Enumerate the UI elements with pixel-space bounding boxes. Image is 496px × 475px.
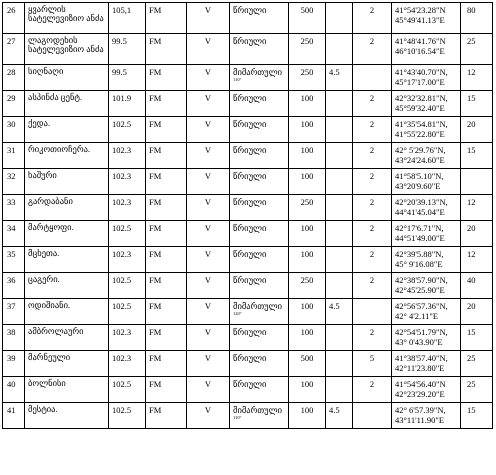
band: FM [146, 169, 187, 195]
band: FM [146, 299, 187, 325]
band: FM [146, 195, 187, 221]
station-name: ცაგერი. [25, 273, 109, 299]
antenna-type [230, 3, 289, 34]
band: FM [146, 3, 187, 34]
gain [326, 34, 353, 65]
frequency: 105,1 [109, 3, 146, 34]
frequency: 102.3 [109, 325, 146, 351]
antenna-height [353, 299, 392, 325]
latitude: 41°38'57.40"N, [395, 353, 448, 363]
frequency: 102.5 [109, 221, 146, 247]
band: FM [146, 247, 187, 273]
antenna-label: წრიული [233, 275, 267, 285]
longitude: 44°51'49.00"E [395, 233, 445, 243]
table-row [3, 169, 493, 195]
antenna-label: მიმართული [233, 67, 283, 77]
antenna-type [230, 34, 289, 65]
table-row [3, 91, 493, 117]
antenna-type [230, 221, 289, 247]
polarization: V [187, 351, 230, 377]
antenna-height: 2 [353, 34, 392, 65]
frequency: 102.5 [109, 377, 146, 403]
antenna-height: 2 [353, 3, 392, 34]
row-number: 31 [3, 143, 25, 169]
gain: 4.5 [326, 403, 353, 429]
antenna-label: მიმართული [233, 405, 283, 415]
band: FM [146, 325, 187, 351]
table-row [3, 221, 493, 247]
station-name: რიკოთიოჩერა. [25, 143, 109, 169]
last-value: 20 [461, 117, 493, 143]
band: FM [146, 273, 187, 299]
band: FM [146, 91, 187, 117]
antenna-height [353, 65, 392, 91]
power: 250 [289, 65, 326, 91]
longitude: 42° 4'2.11"E [395, 311, 439, 321]
antenna-label: წრიული [233, 249, 267, 259]
coordinates [392, 247, 461, 273]
longitude: 44°41'45.04"E [395, 207, 445, 217]
frequency: 102.5 [109, 299, 146, 325]
antenna-label: წრიული [233, 119, 267, 129]
last-value: 20 [461, 299, 493, 325]
antenna-height: 2 [353, 143, 392, 169]
gain [326, 221, 353, 247]
longitude: 45°59'32.40"E [395, 103, 445, 113]
row-number: 30 [3, 117, 25, 143]
coordinates [392, 169, 461, 195]
antenna-type [230, 403, 289, 429]
coordinates [392, 325, 461, 351]
power: 100 [289, 91, 326, 117]
polarization: V [187, 221, 230, 247]
polarization: V [187, 91, 230, 117]
last-value: 12 [461, 195, 493, 221]
power: 100 [289, 247, 326, 273]
antenna-height: 2 [353, 221, 392, 247]
power: 100 [289, 299, 326, 325]
longitude: 46°10'16.54"E [395, 46, 445, 56]
power: 100 [289, 325, 326, 351]
table-row [3, 34, 493, 65]
antenna-height: 2 [353, 169, 392, 195]
polarization: V [187, 3, 230, 34]
table-row [3, 143, 493, 169]
table-row [3, 195, 493, 221]
station-name: ხაშური [25, 169, 109, 195]
antenna-type [230, 117, 289, 143]
polarization: V [187, 273, 230, 299]
antenna-height: 2 [353, 195, 392, 221]
antenna-label: წრიული [233, 223, 267, 233]
row-number: 41 [3, 403, 25, 429]
table-row [3, 351, 493, 377]
table-row [3, 247, 493, 273]
longitude: 45° 9'16.08"E [395, 259, 443, 269]
frequency: 101.9 [109, 91, 146, 117]
station-name: მესტია. [25, 403, 109, 429]
antenna-label: წრიული [233, 93, 267, 103]
power: 500 [289, 351, 326, 377]
latitude: 41°54'56.40"N [395, 379, 446, 389]
frequency: 102.3 [109, 143, 146, 169]
gain [326, 273, 353, 299]
gain [326, 3, 353, 34]
antenna-label: წრიული [233, 171, 267, 181]
antenna-type [230, 351, 289, 377]
station-name: ქედა. [25, 117, 109, 143]
polarization: V [187, 195, 230, 221]
longitude: 45°17'17.00"E [395, 77, 445, 87]
coordinates [392, 299, 461, 325]
row-number: 29 [3, 91, 25, 117]
frequency: 99.5 [109, 34, 146, 65]
coordinates [392, 65, 461, 91]
antenna-type [230, 169, 289, 195]
last-value: 40 [461, 273, 493, 299]
station-name: მარტყოფი. [25, 221, 109, 247]
last-value: 25 [461, 34, 493, 65]
table-row [3, 65, 493, 91]
latitude: 42°54'51.79"N, [395, 327, 448, 337]
power: 100 [289, 143, 326, 169]
last-value [461, 169, 493, 195]
antenna-height: 2 [353, 91, 392, 117]
last-value: 15 [461, 325, 493, 351]
station-name: სიღნაღი [25, 65, 109, 91]
row-number: 35 [3, 247, 25, 273]
band: FM [146, 351, 187, 377]
polarization: V [187, 65, 230, 91]
coordinates [392, 117, 461, 143]
latitude: 42°39'5.88"N, [395, 249, 444, 259]
frequency: 102.5 [109, 117, 146, 143]
antenna-label: წრიული [233, 353, 267, 363]
table-row [3, 377, 493, 403]
latitude: 42°38'57.90"N, [395, 275, 448, 285]
table-row [3, 3, 493, 34]
power: 250 [289, 34, 326, 65]
gain [326, 143, 353, 169]
table-row [3, 325, 493, 351]
antenna-azimuth: 110° [233, 415, 242, 420]
last-value: 12 [461, 65, 493, 91]
latitude: 41°58'5.10"N, [395, 171, 444, 181]
station-name: ამბროლაური [25, 325, 109, 351]
row-number: 36 [3, 273, 25, 299]
antenna-type [230, 377, 289, 403]
coordinates [392, 3, 461, 34]
antenna-height: 5 [353, 351, 392, 377]
latitude: 42° 6'57.39"N, [395, 405, 446, 415]
band: FM [146, 117, 187, 143]
frequency: 102.3 [109, 195, 146, 221]
row-number: 34 [3, 221, 25, 247]
station-table [2, 2, 493, 429]
station-name: ლაგოდეხის სატელევიზიო ანძა [25, 34, 109, 65]
table-body [3, 3, 493, 429]
longitude: 42°11'23.80"E [395, 363, 445, 373]
band: FM [146, 143, 187, 169]
longitude: 41°55'22.80"E [395, 129, 445, 139]
antenna-label: წრიული [233, 197, 267, 207]
antenna-type [230, 65, 289, 91]
frequency: 99.5 [109, 65, 146, 91]
antenna-height: 2 [353, 273, 392, 299]
longitude: 43°24'24.60"E [395, 155, 445, 165]
band: FM [146, 34, 187, 65]
latitude: 42°20'39.13"N, [395, 197, 448, 207]
polarization: V [187, 325, 230, 351]
antenna-type [230, 325, 289, 351]
gain [326, 377, 353, 403]
station-name: ბოლნისი [25, 377, 109, 403]
gain [326, 325, 353, 351]
polarization: V [187, 34, 230, 65]
gain [326, 351, 353, 377]
last-value: 25 [461, 351, 493, 377]
antenna-label: წრიული [233, 145, 267, 155]
coordinates [392, 143, 461, 169]
station-name: გარდაბანი [25, 195, 109, 221]
row-number: 40 [3, 377, 25, 403]
last-value: 25 [461, 377, 493, 403]
station-name: ასპინძა ცენტ. [25, 91, 109, 117]
longitude: 42°45'25.90"E [395, 285, 445, 295]
table-row [3, 403, 493, 429]
frequency: 102.5 [109, 273, 146, 299]
power: 250 [289, 273, 326, 299]
power: 100 [289, 403, 326, 429]
coordinates [392, 403, 461, 429]
antenna-label: წრიული [233, 379, 267, 389]
power: 500 [289, 3, 326, 34]
latitude: 42°32'32.81"N, [395, 93, 448, 103]
row-number: 28 [3, 65, 25, 91]
coordinates [392, 221, 461, 247]
station-name: ყვარლის სატელევიზიო ანძა [25, 3, 109, 34]
station-name: ოდიშიანი. [25, 299, 109, 325]
last-value: 80 [461, 3, 493, 34]
antenna-type [230, 91, 289, 117]
antenna-label: წრიული [233, 5, 267, 15]
longitude: 45°49'41.13"E [395, 15, 445, 25]
antenna-height: 2 [353, 377, 392, 403]
gain [326, 195, 353, 221]
antenna-type [230, 143, 289, 169]
last-value: 20 [461, 221, 493, 247]
latitude: 42° 5'29.76"N, [395, 145, 446, 155]
station-name: მცხეთა. [25, 247, 109, 273]
row-number: 39 [3, 351, 25, 377]
power: 250 [289, 195, 326, 221]
antenna-height [353, 403, 392, 429]
last-value: 15 [461, 403, 493, 429]
table-row [3, 117, 493, 143]
longitude: 43°11'11.90"E [395, 415, 445, 425]
row-number: 33 [3, 195, 25, 221]
polarization: V [187, 117, 230, 143]
last-value: 15 [461, 143, 493, 169]
frequency: 102.3 [109, 169, 146, 195]
last-value: 12 [461, 247, 493, 273]
row-number: 38 [3, 325, 25, 351]
latitude: 42°17'6.71"N, [395, 223, 444, 233]
last-value: 15 [461, 91, 493, 117]
power: 100 [289, 221, 326, 247]
coordinates [392, 195, 461, 221]
latitude: 41°48'41.76"N [395, 36, 446, 46]
antenna-type [230, 195, 289, 221]
antenna-height: 2 [353, 117, 392, 143]
band: FM [146, 65, 187, 91]
antenna-label: მიმართული [233, 301, 283, 311]
polarization: V [187, 143, 230, 169]
longitude: 43°20'9.60"E [395, 181, 441, 191]
gain: 4.5 [326, 299, 353, 325]
coordinates [392, 273, 461, 299]
gain [326, 247, 353, 273]
polarization: V [187, 403, 230, 429]
antenna-azimuth: 120° [233, 311, 242, 316]
frequency: 102.5 [109, 403, 146, 429]
gain [326, 91, 353, 117]
latitude: 41°35'54.81"N, [395, 119, 448, 129]
antenna-height: 2 [353, 247, 392, 273]
antenna-type [230, 299, 289, 325]
row-number: 37 [3, 299, 25, 325]
power: 100 [289, 377, 326, 403]
gain: 4.5 [326, 65, 353, 91]
antenna-azimuth: 110° [233, 77, 242, 82]
antenna-label: წრიული [233, 327, 267, 337]
polarization: V [187, 247, 230, 273]
latitude: 42°56'57.36"N, [395, 301, 448, 311]
coordinates [392, 34, 461, 65]
antenna-type [230, 247, 289, 273]
antenna-type [230, 273, 289, 299]
coordinates [392, 351, 461, 377]
row-number: 26 [3, 3, 25, 34]
polarization: V [187, 377, 230, 403]
antenna-label: წრიული [233, 36, 267, 46]
coordinates [392, 91, 461, 117]
antenna-height: 2 [353, 325, 392, 351]
polarization: V [187, 169, 230, 195]
polarization: V [187, 299, 230, 325]
gain [326, 117, 353, 143]
band: FM [146, 403, 187, 429]
longitude: 42°23'29.20"E [395, 389, 445, 399]
longitude: 43° 0'43.90"E [395, 337, 443, 347]
coordinates [392, 377, 461, 403]
table-row [3, 273, 493, 299]
power: 100 [289, 117, 326, 143]
band: FM [146, 221, 187, 247]
gain [326, 169, 353, 195]
latitude: 41°43'40.70"N, [395, 67, 448, 77]
row-number: 27 [3, 34, 25, 65]
row-number: 32 [3, 169, 25, 195]
band: FM [146, 377, 187, 403]
latitude: 41°54'23.28"N [395, 5, 446, 15]
station-name: მარნეული [25, 351, 109, 377]
table-row [3, 299, 493, 325]
power: 100 [289, 169, 326, 195]
frequency: 102.3 [109, 247, 146, 273]
frequency: 102.3 [109, 351, 146, 377]
